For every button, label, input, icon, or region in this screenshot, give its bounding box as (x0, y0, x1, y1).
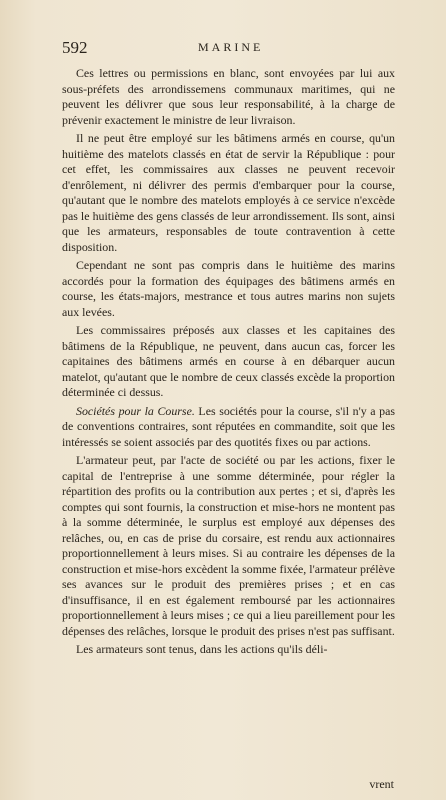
paragraph: Ces lettres ou permissions en blanc, sont envoyées par lui aux sous-préfets des arrondissemens communaux maritimes, qui ne peuvent les délivrer que sous leur responsabilité, à la charge de prévenir exactement le ministre de leur livraison. (62, 66, 395, 127)
catchword: vrent (369, 777, 394, 791)
page-header (62, 38, 390, 58)
section-text: Les sociétés pour la course, s'il n'y a pas de conventions contraires, sont réputées en commandite, soit que les intéressés se soient associés par des quotités fixes ou par actions. (62, 403, 396, 449)
paragraph: Cependant ne sont pas compris dans le huitième des marins accordés pour la formation des équipages des bâtimens armés en course, les états-majors, mestrance et tous autres marins non sujets aux levées. (62, 258, 395, 319)
running-title: MARINE (198, 40, 264, 54)
body-text (62, 66, 395, 658)
paragraph: Il ne peut être employé sur les bâtimens armés en course, qu'un huitième des matelots classés en état de servir la République : pour cet effet, les commissaires aux classes ne peuvent recevoir d'enrôlement, ni délivrer des permis d'embarquer pour la course, qu'autant que le nombre des matelots employés à ce service n'excède pas le huitième des gens classés de leur arrondissement. Ils sont, ainsi que les armateurs, responsables de toute contravention à cette disposition. (62, 131, 395, 254)
paragraph: Les commissaires préposés aux classes et les capitaines des bâtimens de la République, ne peuvent, dans aucun cas, forcer les capitaines des bâtimens armés en course à en débarquer aucun matelot, qu'autant que le nombre de ceux classés excède la proportion déterminée ci dessus. (62, 323, 395, 399)
section-title: Sociétés pour la Course. (76, 403, 195, 418)
section-paragraph (62, 404, 395, 451)
paragraph: Les armateurs sont tenus, dans les actions qu'ils déli- (76, 642, 328, 656)
paragraph: L'armateur peut, par l'acte de société ou par les actions, fixer le capital de l'entreprise à une somme déterminée, pour régler la répartition des profits ou la contribution aux pertes ; et si, d'après les comptes qui sont fournis, la construction et mise-hors ne montent pas à la somme déterminée, le surplus est employé aux dépenses des relâches, ou, en cas de prise du corsaire, est rendu aux actionnaires proportionnellement à leurs mises. Si au contraire les dépenses de la construction et mise-hors excèdent la somme fixée, l'armateur prélève ses avances sur le produit des premières prises ; et en cas d'insuffisance, il en est également remboursé par les actionnaires proportionnellement à leurs mises ; ce qui a lieu pareillement pour les dépenses des relâches, lorsque le produit des prises n'est pas suffisant. (62, 453, 395, 638)
page-number: 592 (62, 38, 88, 57)
